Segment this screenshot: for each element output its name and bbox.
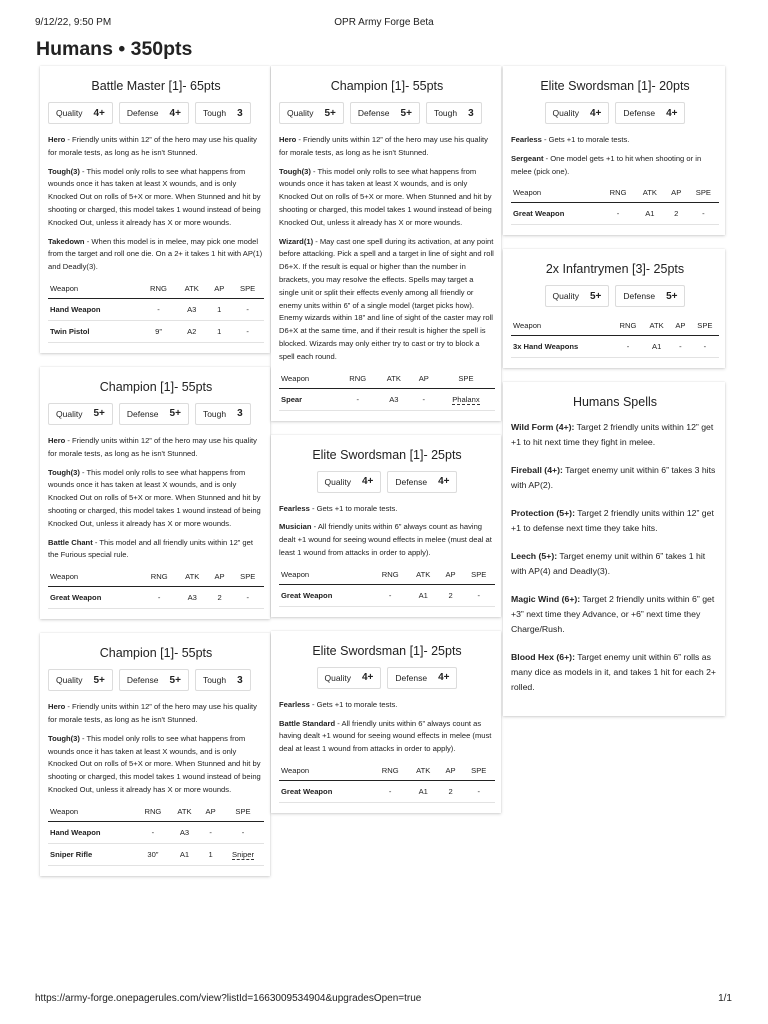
quality-label: Quality xyxy=(552,291,579,302)
special-rule xyxy=(279,521,495,559)
col-header-atk: ATK xyxy=(635,184,665,203)
special-rule xyxy=(279,236,495,364)
weapons-table xyxy=(279,370,495,411)
spell-item xyxy=(511,549,719,579)
col-header-atk: ATK xyxy=(177,568,208,587)
weapon-spe xyxy=(231,320,264,342)
col-header-spe: SPE xyxy=(231,280,264,299)
quality-stat xyxy=(48,102,113,124)
weapon-ap: - xyxy=(411,388,437,410)
rule-name: Tough(3) xyxy=(48,467,80,477)
defense-value: 4+ xyxy=(169,107,181,119)
weapons-table xyxy=(279,762,495,803)
tough-label: Tough xyxy=(202,675,227,686)
weapon-name: Spear xyxy=(279,388,338,410)
special-rule xyxy=(48,467,264,531)
weapon-spe-value: - xyxy=(246,326,249,336)
defense-label: Defense xyxy=(126,108,159,118)
weapon-row xyxy=(48,320,264,342)
weapon-row xyxy=(511,203,719,225)
col-header-weapon: Weapon xyxy=(48,803,136,822)
defense-value: 4+ xyxy=(438,672,450,684)
col-header-rng: RNG xyxy=(136,803,170,822)
weapon-spe-value: Sniper xyxy=(232,849,254,859)
weapon-spe xyxy=(463,584,496,606)
special-rule xyxy=(279,699,495,712)
special-rule xyxy=(511,153,719,179)
spells-card xyxy=(503,382,725,716)
weapon-spe-value: - xyxy=(477,590,481,600)
spell-name: Wild Form (4+): xyxy=(511,422,575,433)
defense-stat xyxy=(119,102,189,124)
weapon-name: Great Weapon xyxy=(48,587,142,609)
unit-title: Elite Swordsman [1]- 25pts xyxy=(312,447,462,462)
rule-text: - Friendly units within 12” of the hero may use his quality for morale tests, as long as he isn't Stunned. xyxy=(279,135,488,157)
weapons-header-row xyxy=(279,370,495,389)
weapon-name: Great Weapon xyxy=(279,584,373,606)
weapon-spe-value: - xyxy=(477,786,481,796)
weapon-rng: - xyxy=(141,298,177,320)
special-rule xyxy=(511,134,719,147)
unit-stats xyxy=(48,669,264,691)
col-header-spe: SPE xyxy=(232,568,265,587)
defense-label: Defense xyxy=(623,108,656,118)
weapons-table xyxy=(279,566,495,607)
col-header-rng: RNG xyxy=(142,568,177,587)
weapon-spe-value: Phalanx xyxy=(452,394,480,404)
spell-name: Magic Wind (6+): xyxy=(511,594,581,605)
quality-value: 4+ xyxy=(361,476,374,488)
weapon-spe xyxy=(222,821,264,843)
rule-name: Tough(3) xyxy=(48,166,80,176)
spell-item xyxy=(511,463,719,493)
rule-text: - This model only rolls to see what happens from wounds once it has taken at least X wounds, and is only Knocked Out on rolls of 5+X or more. When Stunned and hit by shooting or charged, this model takes 1 wound instead of being Knocked Out, unless it already has X or more wounds. xyxy=(48,733,261,794)
weapons-header-row xyxy=(279,566,495,585)
special-rule xyxy=(279,503,495,516)
col-header-rng: RNG xyxy=(373,566,408,585)
tough-value: 3 xyxy=(237,408,243,420)
spell-name: Protection (5+): xyxy=(511,508,575,519)
weapon-spe xyxy=(691,336,719,358)
weapons-header-row xyxy=(48,803,264,822)
quality-stat xyxy=(317,667,382,689)
special-rule xyxy=(279,166,495,230)
weapon-spe-value: - xyxy=(246,593,250,603)
weapon-rng: - xyxy=(613,336,644,358)
spell-name: Fireball (4+): xyxy=(511,465,563,476)
unit-stats xyxy=(279,102,495,124)
spell-text: Target enemy unit within 6” takes 3 hits with AP(2). xyxy=(511,465,716,491)
rule-name: Musician xyxy=(279,522,312,532)
tough-label: Tough xyxy=(202,408,227,419)
special-rule xyxy=(48,236,264,274)
rule-text: - When this model is in melee, may pick one model from the target and roll one die. On a 2+ it takes 1 hit with AP(1) and Deadly(3). xyxy=(48,236,263,272)
col-header-rng: RNG xyxy=(613,317,644,336)
special-rule xyxy=(279,718,495,756)
quality-label: Quality xyxy=(287,108,314,118)
weapon-rng: - xyxy=(338,388,377,410)
unit-title: 2x Infantrymen [3]- 25pts xyxy=(545,262,685,277)
weapons-table xyxy=(48,280,264,343)
weapon-row xyxy=(511,336,719,358)
rule-name: Wizard(1) xyxy=(279,236,314,246)
unit-stats xyxy=(279,667,495,689)
weapon-atk: A1 xyxy=(643,336,670,358)
weapon-name: Great Weapon xyxy=(279,780,373,802)
rule-name: Fearless xyxy=(279,503,310,513)
defense-label: Defense xyxy=(395,476,428,487)
rule-name: Sergeant xyxy=(511,153,544,163)
weapon-name: Hand Weapon xyxy=(48,821,136,843)
weapon-atk: A1 xyxy=(408,584,439,606)
defense-value: 4+ xyxy=(666,107,678,119)
col-header-weapon: Weapon xyxy=(511,317,613,336)
rule-text: - This model and all friendly units within 12” get the Furious special rule. xyxy=(48,537,253,560)
col-header-weapon: Weapon xyxy=(279,566,373,585)
quality-value: 4+ xyxy=(93,107,105,119)
defense-value: 5+ xyxy=(169,408,181,420)
col-header-weapon: Weapon xyxy=(279,762,373,781)
quality-value: 5+ xyxy=(589,290,602,302)
rule-text: - Friendly units within 12” of the hero may use his quality for morale tests, as long as he isn't Stunned. xyxy=(48,435,257,458)
weapon-atk: A3 xyxy=(377,388,411,410)
print-page-number: 1/1 xyxy=(718,993,732,1004)
weapon-atk: A3 xyxy=(176,298,207,320)
quality-value: 5+ xyxy=(93,674,105,686)
weapon-name: Hand Weapon xyxy=(48,298,141,320)
weapon-rng: 30” xyxy=(136,843,170,865)
weapon-ap: 1 xyxy=(207,298,231,320)
rule-name: Battle Standard xyxy=(279,718,336,728)
col-header-spe: SPE xyxy=(437,370,495,389)
weapons-header-row xyxy=(48,568,264,587)
spell-name: Leech (5+): xyxy=(511,551,558,562)
rule-name: Hero xyxy=(48,135,66,144)
weapon-ap: 2 xyxy=(439,584,463,606)
rule-name: Tough(3) xyxy=(48,733,80,743)
quality-label: Quality xyxy=(552,108,579,118)
defense-value: 5+ xyxy=(169,674,181,686)
rule-text: - All friendly units within 6” always count as having dealt +1 wound for seeing wound effects in melee (must deal at least 1 wound from attacks in order to apply). xyxy=(279,718,492,754)
spell-text: Target 2 friendly units within 12” get +1 to hit next time they fight in melee. xyxy=(511,422,714,448)
column-3 xyxy=(503,66,725,730)
spells-spacer xyxy=(511,412,719,420)
tough-label: Tough xyxy=(202,108,227,118)
col-header-ap: AP xyxy=(207,280,231,299)
spell-text: Target enemy unit within 6” takes 1 hit with AP(4) and Deadly(3). xyxy=(511,551,706,577)
unit-stats xyxy=(48,403,264,425)
col-header-rng: RNG xyxy=(141,280,177,299)
unit-card xyxy=(271,66,501,421)
weapon-atk: A1 xyxy=(635,203,665,225)
print-title: OPR Army Forge Beta xyxy=(334,17,434,28)
quality-label: Quality xyxy=(324,672,351,683)
col-header-atk: ATK xyxy=(408,566,439,585)
weapon-ap: 2 xyxy=(665,203,688,225)
spell-item xyxy=(511,650,719,695)
special-rule xyxy=(48,166,264,230)
unit-title: Battle Master [1]- 65pts xyxy=(91,79,221,93)
quality-label: Quality xyxy=(56,675,83,686)
defense-label: Defense xyxy=(395,672,428,683)
col-header-atk: ATK xyxy=(176,280,207,299)
defense-value: 5+ xyxy=(666,290,678,302)
weapons-header-row xyxy=(511,317,719,336)
weapon-name: Sniper Rifle xyxy=(48,843,136,865)
rule-name: Tough(3) xyxy=(279,166,311,176)
rule-text: - This model only rolls to see what happens from wounds once it has taken at least X wounds, and is only Knocked Out on rolls of 5+X or more. When Stunned and hit by shooting or charged, this model takes 1 wound instead of being Knocked Out, unless it already has X or more wounds. xyxy=(279,166,492,227)
defense-stat xyxy=(350,102,420,124)
weapon-row xyxy=(279,388,495,410)
quality-value: 5+ xyxy=(324,107,336,119)
tough-label: Tough xyxy=(433,108,458,118)
unit-card xyxy=(271,631,501,813)
weapon-name: Great Weapon xyxy=(511,203,601,225)
weapon-rng: - xyxy=(601,203,635,225)
col-header-ap: AP xyxy=(439,762,463,781)
col-header-atk: ATK xyxy=(170,803,199,822)
defense-stat xyxy=(615,285,685,307)
unit-title: Elite Swordsman [1]- 20pts xyxy=(540,79,690,93)
special-rule xyxy=(48,537,264,563)
special-rule xyxy=(48,701,264,727)
weapons-header-row xyxy=(48,280,264,299)
unit-stats xyxy=(511,102,719,124)
special-rule xyxy=(48,733,264,797)
weapons-table xyxy=(511,317,719,358)
defense-label: Defense xyxy=(126,408,159,419)
defense-value: 4+ xyxy=(438,476,450,488)
col-header-atk: ATK xyxy=(377,370,411,389)
weapons-table xyxy=(48,803,264,866)
weapons-header-row xyxy=(279,762,495,781)
col-header-ap: AP xyxy=(670,317,691,336)
weapon-row xyxy=(279,780,495,802)
col-header-ap: AP xyxy=(208,568,232,587)
weapon-atk: A1 xyxy=(170,843,199,865)
col-header-rng: RNG xyxy=(601,184,635,203)
col-header-weapon: Weapon xyxy=(279,370,338,389)
spell-text: Target 2 friendly units within 12” get +1 to defense next time they take hits. xyxy=(511,508,714,534)
unit-stats xyxy=(48,102,264,124)
col-header-spe: SPE xyxy=(222,803,264,822)
tough-stat xyxy=(195,403,251,425)
print-url: https://army-forge.onepagerules.com/view?listId=1663009534904&upgradesOpen=true xyxy=(35,993,422,1004)
quality-label: Quality xyxy=(56,408,83,419)
rule-text: - Friendly units within 12” of the hero may use his quality for morale tests, as long as he isn't Stunned. xyxy=(48,702,257,724)
rule-name: Fearless xyxy=(279,699,310,709)
quality-stat xyxy=(48,403,113,425)
unit-card xyxy=(503,249,725,368)
rule-name: Hero xyxy=(48,702,66,712)
defense-stat xyxy=(387,471,457,493)
weapon-row xyxy=(48,821,264,843)
tough-stat xyxy=(195,669,251,691)
col-header-ap: AP xyxy=(665,184,688,203)
weapon-spe xyxy=(463,780,496,802)
weapon-spe-value: - xyxy=(246,304,249,314)
unit-title: Elite Swordsman [1]- 25pts xyxy=(312,643,462,658)
unit-title: Champion [1]- 55pts xyxy=(99,646,213,661)
col-header-spe: SPE xyxy=(688,184,719,203)
spell-item xyxy=(511,420,719,450)
unit-card xyxy=(271,435,501,617)
weapon-row xyxy=(279,584,495,606)
col-header-weapon: Weapon xyxy=(48,280,141,299)
defense-label: Defense xyxy=(126,675,159,686)
rule-text: - Friendly units within 12” of the hero may use his quality for morale tests, as long as he isn't Stunned. xyxy=(48,135,257,157)
spells-title: Humans Spells xyxy=(572,395,658,410)
col-header-atk: ATK xyxy=(408,762,439,781)
col-header-rng: RNG xyxy=(338,370,377,389)
weapon-spe xyxy=(231,298,264,320)
weapon-spe-value: - xyxy=(241,827,245,837)
weapons-table xyxy=(48,568,264,609)
quality-value: 5+ xyxy=(93,408,105,420)
rule-name: Battle Chant xyxy=(48,537,93,547)
weapon-row xyxy=(48,843,264,865)
defense-value: 5+ xyxy=(400,107,412,119)
weapon-rng: - xyxy=(373,780,408,802)
weapon-spe xyxy=(688,203,719,225)
weapon-spe xyxy=(222,843,264,865)
quality-stat xyxy=(279,102,344,124)
quality-value: 4+ xyxy=(589,107,602,119)
rule-name: Fearless xyxy=(511,135,542,144)
unit-card xyxy=(503,66,725,235)
tough-value: 3 xyxy=(237,674,243,686)
weapons-header-row xyxy=(511,184,719,203)
rule-name: Hero xyxy=(48,435,66,445)
weapon-atk: A2 xyxy=(176,320,207,342)
spell-item xyxy=(511,592,719,637)
army-title: Humans • 350pts xyxy=(36,38,193,60)
col-header-ap: AP xyxy=(199,803,222,822)
weapon-atk: A3 xyxy=(170,821,199,843)
quality-stat xyxy=(48,669,113,691)
rule-text: - One model gets +1 to hit when shooting or in melee (pick one). xyxy=(511,153,702,176)
column-2 xyxy=(271,66,501,827)
unit-card xyxy=(40,633,270,876)
col-header-rng: RNG xyxy=(373,762,408,781)
defense-stat xyxy=(615,102,685,124)
col-header-spe: SPE xyxy=(463,762,496,781)
weapon-ap: - xyxy=(670,336,691,358)
special-rule xyxy=(279,134,495,160)
rule-text: - All friendly units within 6” always count as having dealt +1 wound for seeing wound effects in melee (must deal at least 1 wound from attacks in order to apply). xyxy=(279,522,492,557)
tough-stat xyxy=(195,102,251,124)
weapon-rng: - xyxy=(142,587,177,609)
unit-card xyxy=(40,367,270,619)
unit-stats xyxy=(279,471,495,493)
unit-stats xyxy=(511,285,719,307)
weapon-spe-value: - xyxy=(703,342,707,352)
print-datetime: 9/12/22, 9:50 PM xyxy=(35,17,112,28)
rule-name: Hero xyxy=(279,135,297,144)
weapon-rng: - xyxy=(136,821,170,843)
defense-label: Defense xyxy=(357,108,390,118)
col-header-ap: AP xyxy=(411,370,437,389)
col-header-weapon: Weapon xyxy=(511,184,601,203)
quality-label: Quality xyxy=(324,476,351,487)
rule-text: - Gets +1 to morale tests. xyxy=(309,699,398,709)
defense-stat xyxy=(119,669,189,691)
rule-text: - Gets +1 to morale tests. xyxy=(541,135,630,144)
weapon-rng: - xyxy=(373,584,408,606)
weapon-spe xyxy=(232,587,265,609)
rule-text: - Gets +1 to morale tests. xyxy=(309,503,398,513)
weapon-atk: A1 xyxy=(408,780,439,802)
unit-title: Champion [1]- 55pts xyxy=(330,79,444,93)
column-1 xyxy=(40,66,270,890)
quality-stat xyxy=(545,285,610,307)
spell-text: Target enemy unit within 6” rolls as many dice as models in it, and takes 1 hit for each 2+ rolled. xyxy=(511,652,716,693)
weapon-rng: 9” xyxy=(141,320,177,342)
tough-value: 3 xyxy=(468,107,474,119)
tough-stat xyxy=(426,102,482,124)
weapon-spe-value: - xyxy=(702,209,705,219)
spell-item xyxy=(511,506,719,536)
weapon-row xyxy=(48,587,264,609)
quality-stat xyxy=(317,471,382,493)
tough-value: 3 xyxy=(237,107,243,119)
quality-label: Quality xyxy=(56,108,83,118)
weapon-name: Twin Pistol xyxy=(48,320,141,342)
weapon-name: 3x Hand Weapons xyxy=(511,336,613,358)
weapons-table xyxy=(511,184,719,225)
defense-stat xyxy=(387,667,457,689)
spell-text: Target 2 friendly units within 6” get +3” next time they Advance, or +6” next time they Charge/Rush. xyxy=(511,594,715,635)
weapon-row xyxy=(48,298,264,320)
col-header-weapon: Weapon xyxy=(48,568,142,587)
col-header-spe: SPE xyxy=(691,317,719,336)
rule-text: - May cast one spell during its activation, at any point before attacking. Pick a spell and a target in line of sight and roll D6+X. If the result is equal or higher than the number in brackets, you may resolve the effects. Spells may target a single unit or split their effects evenly among all friendly or enemy units within 6” of a single model (target picks how). Enemy wizards within 18” and line of sight of the caster may roll D6+X at the same time, and if their result is higher the spell is blocked. Wizards may only either try to cast or try to block a spell each round. xyxy=(279,236,494,361)
col-header-spe: SPE xyxy=(463,566,496,585)
rule-name: Takedown xyxy=(48,236,85,246)
col-header-ap: AP xyxy=(439,566,463,585)
rule-text: - This model only rolls to see what happens from wounds once it has taken at least X wounds, and is only Knocked Out on rolls of 5+X or more. When Stunned and hit by shooting or charged, this model takes 1 wound instead of being Knocked Out, unless it already has X or more wounds. xyxy=(48,467,261,528)
rule-text: - This model only rolls to see what happens from wounds once it has taken at least X wounds, and is only Knocked Out on rolls of 5+X or more. When Stunned and hit by shooting or charged, this model takes 1 wound instead of being Knocked Out, unless it already has X or more wounds. xyxy=(48,166,261,227)
col-header-atk: ATK xyxy=(643,317,670,336)
unit-title: Champion [1]- 55pts xyxy=(99,379,213,394)
special-rule xyxy=(48,435,264,461)
weapon-ap: 2 xyxy=(208,587,232,609)
unit-card xyxy=(40,66,270,353)
weapon-ap: - xyxy=(199,821,222,843)
weapon-ap: 1 xyxy=(207,320,231,342)
spell-name: Blood Hex (6+): xyxy=(511,652,575,663)
special-rule xyxy=(48,134,264,160)
quality-value: 4+ xyxy=(361,672,374,684)
weapon-atk: A3 xyxy=(177,587,208,609)
defense-stat xyxy=(119,403,189,425)
quality-stat xyxy=(545,102,610,124)
defense-label: Defense xyxy=(623,291,656,302)
weapon-ap: 1 xyxy=(199,843,222,865)
weapon-spe xyxy=(437,388,495,410)
weapon-ap: 2 xyxy=(439,780,463,802)
